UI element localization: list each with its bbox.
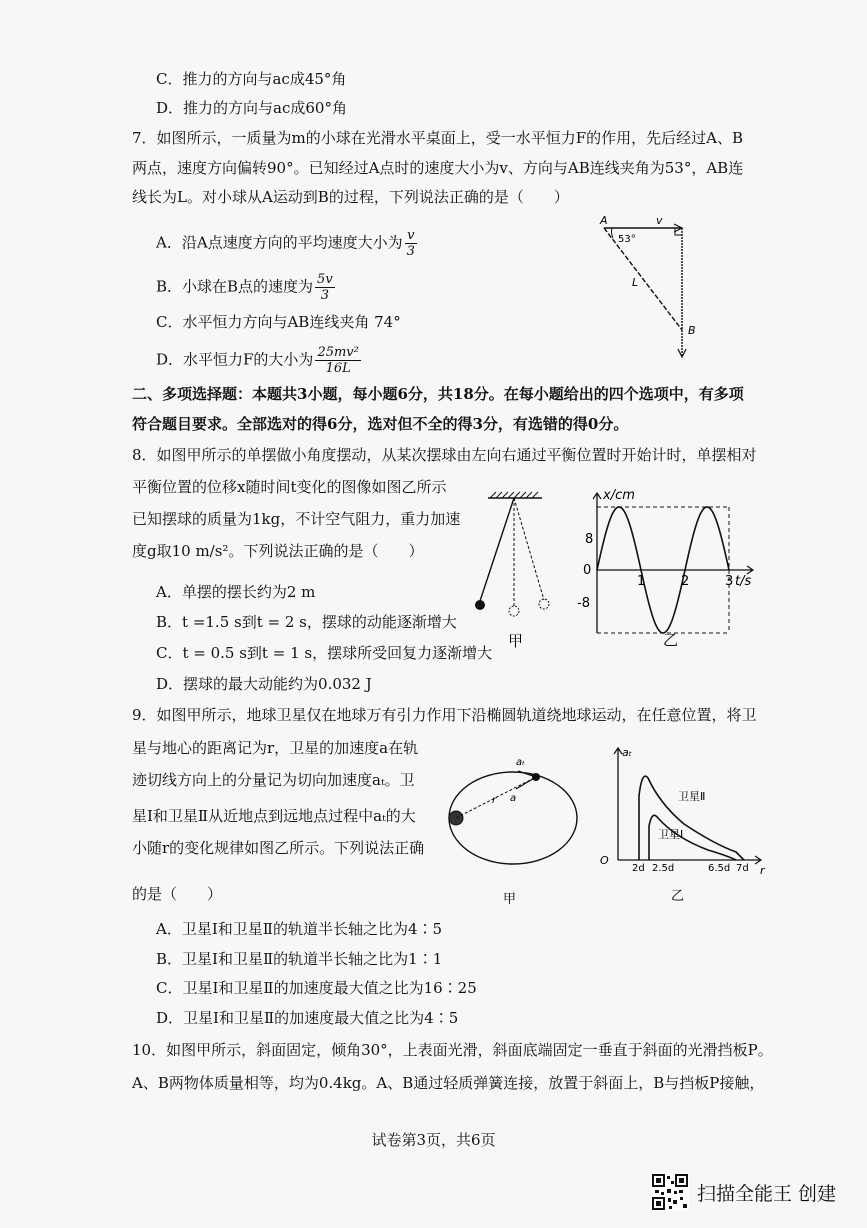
q10-stem-2: A、B两物体质量相等，均为0.4kg。A、B通过轻质弹簧连接，放置于斜面上，B与挡板P接触， xyxy=(132,1074,765,1092)
pendulum-bob xyxy=(475,600,485,610)
orbit-ellipse xyxy=(449,772,577,864)
q8-y-bottom-label: -8 xyxy=(577,596,590,611)
q7-d-denominator: 16L xyxy=(325,361,351,376)
q9-y-axis-label: aₜ xyxy=(622,746,632,759)
q9-stem-6: 的是（ ） xyxy=(132,885,223,903)
q9-option-a: A．卫星Ⅰ和卫星Ⅱ的轨道半长轴之比为4∶5 xyxy=(156,920,443,938)
pendulum-dashed-right xyxy=(514,498,544,600)
section-2-line-1: 二、多项选择题：本题共3小题，每小题6分，共18分。在每小题给出的四个选项中，有多项 xyxy=(132,385,744,403)
q7-option-a-text: A．沿A点速度方向的平均速度大小为 xyxy=(156,233,403,252)
q9-stem-2: 星与地心的距离记为r，卫星的加速度a在轨 xyxy=(132,739,419,757)
option-d-prev: D．推力的方向与ac成60°角 xyxy=(156,99,347,117)
pendulum-string xyxy=(480,498,514,601)
q7-option-b-text: B．小球在B点的速度为 xyxy=(156,277,314,296)
q7-fig-label-a: A xyxy=(600,214,608,227)
q8-x-tick-1: 1 xyxy=(637,574,646,589)
q8-x-tick-2: 2 xyxy=(681,574,690,589)
q9-orbit-figure xyxy=(440,755,590,910)
q9-at-r-graph xyxy=(596,742,776,912)
q9-fig-label-a: a xyxy=(510,793,517,804)
q9-curve-satellite-2 xyxy=(639,776,744,860)
q7-b-denominator: 3 xyxy=(320,288,329,303)
q7-option-b-fraction xyxy=(315,272,335,303)
q8-stem-1: 8．如图甲所示的单摆做小角度摆动，从某次摆球由左向右通过平衡位置时开始计时，单摆相对 xyxy=(132,446,757,464)
pendulum-bob-ghost-right xyxy=(539,599,549,609)
q7-figure xyxy=(590,212,700,362)
q9-x-tick-2-5d: 2.5d xyxy=(652,863,675,874)
q8-y-top-label: 8 xyxy=(585,532,594,547)
q7-d-numerator: 25mv² xyxy=(317,345,359,360)
q7-option-a xyxy=(156,228,417,259)
q8-option-d: D．摆球的最大动能约为0.032 J xyxy=(156,675,372,693)
q9-x-axis-label: r xyxy=(760,864,765,877)
q8-fig-label-jia: 甲 xyxy=(508,632,524,650)
q8-origin-label: 0 xyxy=(583,563,592,578)
q7-option-d xyxy=(156,345,361,376)
q7-b-numerator: 5v xyxy=(317,272,333,287)
q7-fig-label-v: v xyxy=(656,214,663,227)
q9-x-tick-6-5d: 6.5d xyxy=(708,863,731,874)
q7-fig-label-l: L xyxy=(632,276,639,289)
q9-fig-label-at: aₜ xyxy=(516,757,526,768)
q8-pendulum-figure xyxy=(466,490,566,655)
page-footer: 试卷第3页，共6页 xyxy=(371,1131,496,1149)
q8-stem-3: 已知摆球的质量为1kg，不计空气阻力，重力加速 xyxy=(132,510,461,528)
q7-a-denominator: 3 xyxy=(406,244,415,259)
q9-x-tick-7d: 7d xyxy=(736,863,749,874)
q7-angle-arc xyxy=(612,228,613,238)
q9-curve-label-2: 卫星Ⅱ xyxy=(678,790,706,803)
q8-option-c: C．t = 0.5 s到t = 1 s，摆球所受回复力逐渐增大 xyxy=(156,644,493,662)
q7-fig-label-b: B xyxy=(688,324,696,337)
q9-fig-label-yi: 乙 xyxy=(671,889,685,904)
q9-stem-4: 星Ⅰ和卫星Ⅱ从近地点到远地点过程中aₜ的大 xyxy=(132,807,416,825)
q8-option-b: B．t =1.5 s到t = 2 s，摆球的动能逐渐增大 xyxy=(156,613,457,631)
q10-stem-1: 10．如图甲所示，斜面固定，倾角30°，上表面光滑，斜面底端固定一垂直于斜面的光滑挡板P。 xyxy=(132,1041,773,1059)
q7-option-d-fraction xyxy=(315,345,360,376)
q9-fig-label-jia: 甲 xyxy=(503,892,517,907)
pendulum-ceiling-hatch xyxy=(490,492,538,498)
q9-curve-label-1: 卫星Ⅰ xyxy=(658,828,684,841)
q8-xt-graph xyxy=(575,485,770,660)
q9-stem-3: 迹切线方向上的分量记为切向加速度aₜ。卫 xyxy=(132,771,415,789)
q9-stem-1: 9．如图甲所示，地球卫星仅在地球万有引力作用下沿椭圆轨道绕地球运动，在任意位置，将卫 xyxy=(132,706,757,724)
q8-option-a: A．单摆的摆长约为2 m xyxy=(156,583,316,601)
q8-stem-2: 平衡位置的位移x随时间t变化的图像如图乙所示 xyxy=(132,478,447,496)
q9-option-d: D．卫星Ⅰ和卫星Ⅱ的加速度最大值之比为4∶5 xyxy=(156,1009,459,1027)
q9-stem-5: 小随r的变化规律如图乙所示。下列说法正确 xyxy=(132,839,425,857)
q9-option-b: B．卫星Ⅰ和卫星Ⅱ的轨道半长轴之比为1∶1 xyxy=(156,950,443,968)
accel-vector xyxy=(516,777,536,789)
q8-fig-label-yi: 乙 xyxy=(663,631,679,649)
q7-option-a-fraction xyxy=(405,228,417,259)
q8-stem-4: 度g取10 m/s²。下列说法正确的是（ ） xyxy=(132,542,424,560)
q7-fig-label-angle: 53° xyxy=(618,234,636,245)
q7-option-b xyxy=(156,272,335,303)
watermark-text: 扫描全能王 创建 xyxy=(697,1182,837,1205)
pendulum-bob-ghost-center xyxy=(509,606,519,616)
q9-fig-label-r: r xyxy=(492,795,497,806)
scanner-watermark xyxy=(651,1173,836,1211)
q7-stem-3: 线长为L。对小球从A运动到B的过程，下列说法正确的是（ ） xyxy=(132,188,569,206)
q7-option-d-text: D．水平恒力F的大小为 xyxy=(156,350,314,369)
option-c-prev: C．推力的方向与ac成45°角 xyxy=(156,70,347,88)
q7-stem-1: 7．如图所示，一质量为m的小球在光滑水平桌面上，受一水平恒力F的作用，先后经过A、B xyxy=(132,129,744,147)
q7-a-numerator: v xyxy=(405,228,417,244)
q8-x-axis-label: t/s xyxy=(735,574,752,589)
q7-stem-2: 两点，速度方向偏转90°。已知经过A点时的速度大小为v、方向与AB连线夹角为53°，AB连 xyxy=(132,159,744,177)
qr-code-icon xyxy=(651,1173,689,1211)
q9-origin-label: O xyxy=(600,854,609,867)
q8-y-axis-label: x/cm xyxy=(603,488,635,503)
q9-option-c: C．卫星Ⅰ和卫星Ⅱ的加速度最大值之比为16∶25 xyxy=(156,979,477,997)
q9-x-tick-2d: 2d xyxy=(632,863,645,874)
section-2-line-2: 符合题目要求。全部选对的得6分，选对但不全的得3分，有选错的得0分。 xyxy=(132,415,629,433)
q8-x-tick-3: 3 xyxy=(725,574,734,589)
q7-option-c: C．水平恒力方向与AB连线夹角 74° xyxy=(156,313,401,331)
q7-ab-line xyxy=(604,228,682,330)
